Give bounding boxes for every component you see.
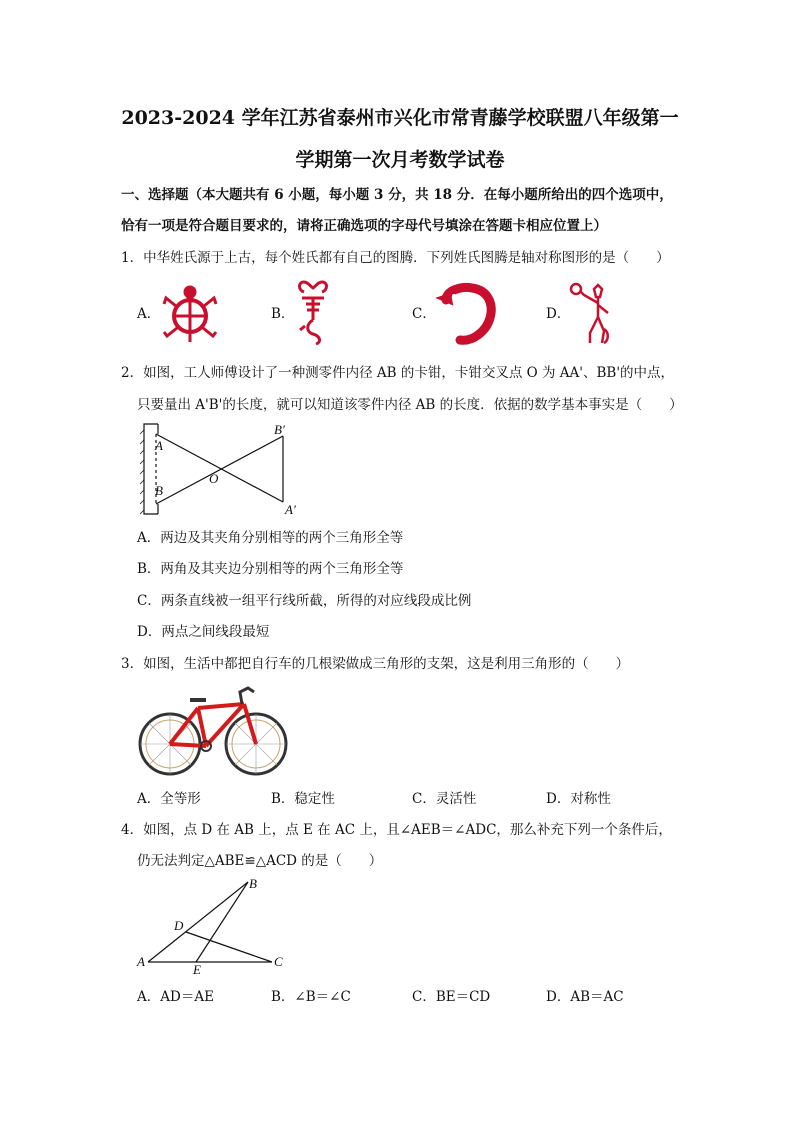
totem-dragon-icon — [432, 284, 498, 344]
q1-option-c-label: C． — [412, 306, 436, 322]
exam-title-line1: 2023-2024 学年江苏省泰州市兴化市常青藤学校联盟八年级第一 — [121, 107, 679, 129]
triangle-label-b: B — [249, 876, 257, 891]
caliper-label-b-prime: B′ — [274, 422, 285, 437]
triangle-figure — [134, 874, 294, 978]
q4-option-a: A．AD＝AE — [137, 989, 214, 1005]
triangle-label-c: C — [274, 954, 283, 969]
caliper-label-b: B — [155, 483, 163, 498]
q2-option-a: A．两边及其夹角分别相等的两个三角形全等 — [137, 530, 404, 546]
q3-option-b: B．稳定性 — [271, 791, 335, 807]
totem-monkey-icon — [568, 281, 612, 347]
totem-ram-icon — [296, 280, 330, 346]
bicycle-figure — [136, 680, 288, 780]
q2-stem-line2: 只要量出 A'B'的长度，就可以知道该零件内径 AB 的长度．依据的数学基本事实是（ ） — [137, 397, 683, 413]
q1-stem: 1．中华姓氏源于上古，每个姓氏都有自己的图腾．下列姓氏图腾是轴对称图形的是（ ） — [121, 250, 670, 266]
q1-option-d-label: D． — [546, 306, 571, 322]
q4-option-c: C．BE＝CD — [412, 989, 491, 1005]
q3-option-a: A．全等形 — [137, 791, 201, 807]
q3-stem: 3．如图，生活中都把自行车的几根梁做成三角形的支架，这是利用三角形的（ ） — [121, 656, 630, 672]
totem-turtle-icon — [160, 282, 220, 344]
q1-option-a-label: A． — [137, 306, 161, 322]
triangle-label-a: A — [137, 954, 145, 969]
section-heading-line1: 一、选择题（本大题共有 6 小题，每小题 3 分，共 18 分．在每小题所给出的四个选项中， — [121, 187, 673, 203]
q2-stem-line1: 2．如图，工人师傅设计了一种测零件内径 AB 的卡钳，卡钳交叉点 O 为 AA'、BB'的中点， — [121, 365, 675, 381]
triangle-label-d: D — [174, 918, 184, 933]
caliper-label-o: O — [209, 471, 219, 486]
q3-option-d: D．对称性 — [546, 791, 611, 807]
exam-title-line2: 学期第一次月考数学试卷 — [295, 149, 505, 171]
q2-option-b: B．两角及其夹边分别相等的两个三角形全等 — [137, 561, 404, 577]
triangle-label-e: E — [193, 962, 201, 977]
caliper-figure — [136, 420, 306, 520]
section-heading-line2: 恰有一项是符合题目要求的，请将正确选项的字母代号填涂在答题卡相应位置上） — [121, 218, 607, 234]
q1-option-b-label: B． — [271, 306, 295, 322]
q4-option-d: D．AB＝AC — [546, 989, 624, 1005]
q4-stem-line2: 仍无法判定△ABE≌△ACD 的是（ ） — [137, 853, 383, 869]
q4-option-b: B．∠B＝∠C — [271, 989, 351, 1005]
q2-option-d: D．两点之间线段最短 — [137, 624, 270, 640]
caliper-label-a-prime: A′ — [285, 502, 296, 517]
caliper-label-a: A — [155, 438, 163, 453]
q4-stem-line1: 4．如图，点 D 在 AB 上，点 E 在 AC 上，且∠AEB＝∠ADC，那么补充下列一个条件后， — [121, 822, 672, 838]
q2-option-c: C．两条直线被一组平行线所截，所得的对应线段成比例 — [137, 593, 472, 609]
q3-option-c: C．灵活性 — [412, 791, 477, 807]
